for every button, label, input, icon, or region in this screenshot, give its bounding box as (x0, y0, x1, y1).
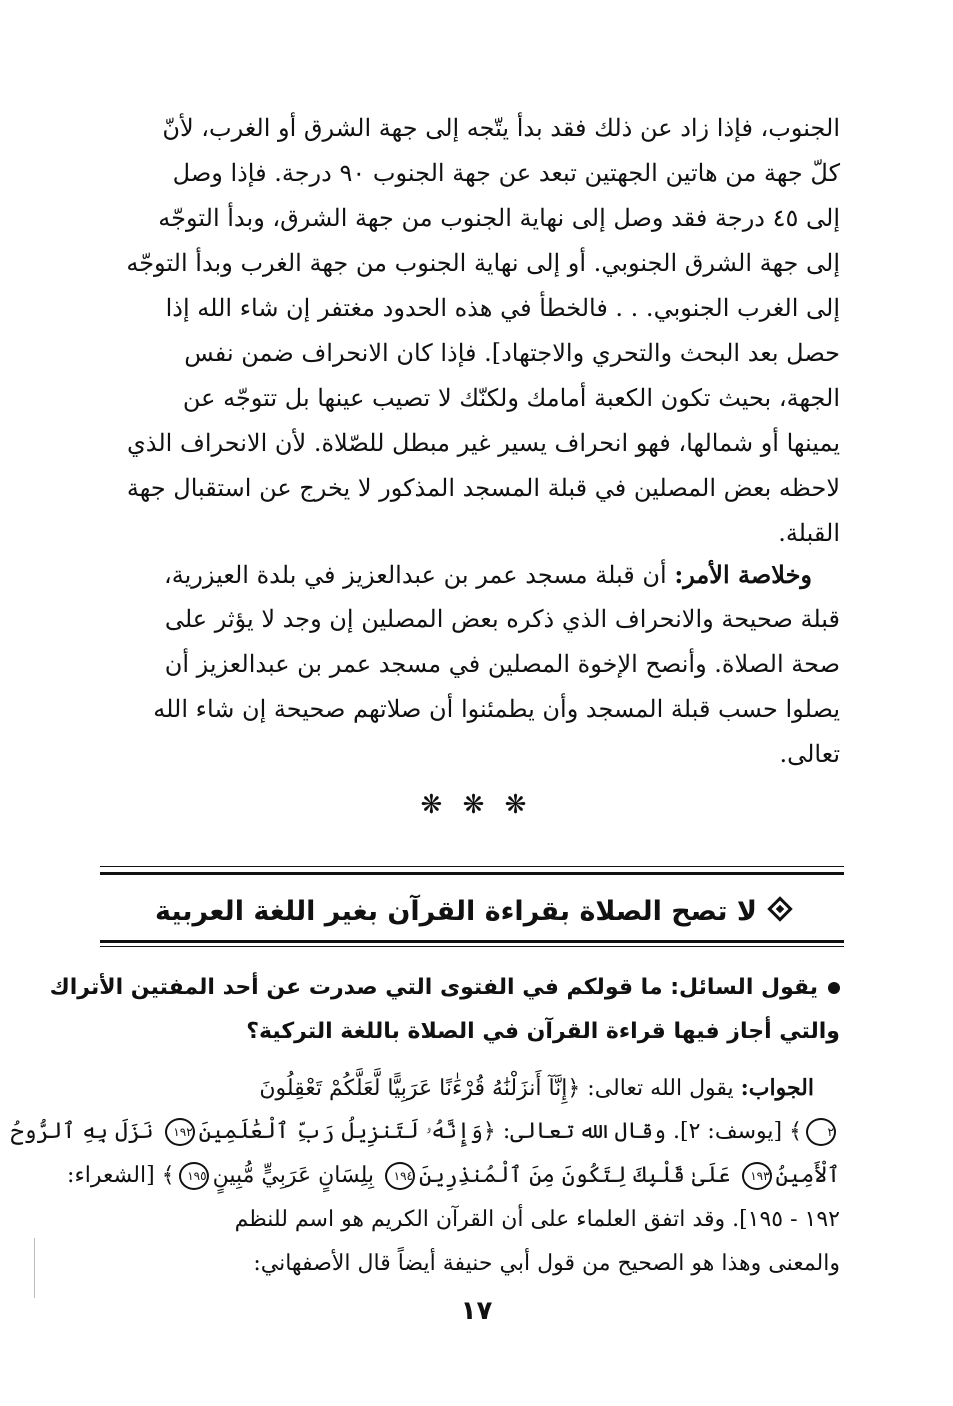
text-line: صحة الصلاة. وأنصح الإخوة المصلين في مسجد عمر بن عبدالعزيز أن (164, 650, 840, 678)
text-line: الجنوب، فإذا زاد عن ذلك فقد بدأ يتّجه إلى جهة الشرق أو الغرب، لأنّ (162, 114, 840, 142)
text-line: حصل بعد البحث والتحري والاجتهاد]. فإذا كان الانحراف ضمن نفس (184, 339, 840, 367)
heading-rule-bottom-thin (100, 946, 844, 947)
quran-verse-yusuf: يقول الله تعالى: ﴿إِنَّآ أَنزَلْنَٰهُ قُرْءَٰنًا عَرَبِيًّا لَّعَلَّكُمْ تَعْقِلُونَ (259, 1076, 741, 1101)
page-number: ١٧ (460, 1296, 493, 1326)
text-line: والتي أجاز فيها قراءة القرآن في الصلاة باللغة التركية؟ (246, 1019, 840, 1044)
answer-paragraph (10, 1066, 840, 1286)
text-line: إلى ٤٥ درجة فقد وصل إلى نهاية الجنوب من جهة الشرق، وبدأ التوجّه (158, 204, 840, 232)
text-line (96, 1066, 840, 1110)
diamond-bullet-icon (767, 896, 792, 921)
heading-rule-bottom-thick (100, 940, 844, 943)
conclusion-first-line: أن قبلة مسجد عمر بن عبدالعزيز في بلدة العيزرية، (164, 561, 675, 589)
ayah-number-marker: ١٩٢ (165, 1118, 195, 1146)
text-line (10, 1110, 840, 1154)
text-line: يمينها أو شمالها، فهو انحراف يسير غير مبطل للصّلاة. لأن الانحراف الذي (126, 429, 840, 457)
paragraph-qibla-direction (96, 106, 840, 556)
ayah-number-marker: ١٩٥ (179, 1162, 209, 1190)
text-line: كلّ جهة من هاتين الجهتين تبعد عن جهة الجنوب ٩٠ درجة. فإذا وصل (172, 159, 840, 187)
question-paragraph (49, 966, 840, 1054)
paragraph-conclusion (96, 552, 840, 777)
text-line: قبلة صحيحة والانحراف الذي ذكره بعض المصلين إن وجد لا يؤثر على (164, 605, 840, 633)
answer-text: نَزَلَ بِهِ ٱلرُّوحُ (10, 1119, 161, 1144)
text-line (49, 966, 840, 1010)
answer-text: ٱلْأَمِينُ (775, 1163, 840, 1188)
text-line: تعالى. (779, 740, 840, 768)
text-line: القبلة. (778, 519, 840, 547)
heading-rule-top-thin (100, 866, 844, 867)
ayah-number-marker: ١٩٤ (385, 1162, 415, 1190)
section-heading-text: لا تصح الصلاة بقراءة القرآن بغير اللغة العربية (154, 896, 757, 927)
text-line: يصلوا حسب قبلة المسجد وأن يطمئنوا أن صلاتهم صحيحة إن شاء الله (153, 695, 840, 723)
section-separator-ornament: ❋ ❋ ❋ (420, 790, 533, 820)
answer-text: بِلِسَانٍ عَرَبِيٍّ مُّبِينٍ (212, 1163, 381, 1188)
ayah-number-marker: ٢ (806, 1118, 836, 1146)
scan-margin-line (34, 1238, 35, 1298)
heading-rule-top-thick (100, 872, 844, 875)
ayah-number-marker: ١٩٣ (742, 1162, 772, 1190)
text-line (96, 552, 840, 597)
text-line: إلى جهة الشرق الجنوبي. أو إلى نهاية الجنوب من جهة الغرب وبدأ التوجّه (126, 249, 840, 277)
question-line: يقول السائل: ما قولكم في الفتوى التي صدرت عن أحد المفتين الأتراك (49, 975, 818, 1000)
answer-text: عَلَىٰ قَلْبِكَ لِتَكُونَ مِنَ ٱلْمُنذِرِينَ (418, 1163, 738, 1188)
text-line: لاحظه بعض المصلين في قبلة المسجد المذكور لا يخرج عن استقبال جهة (126, 474, 840, 502)
answer-lead: الجواب: (740, 1075, 814, 1101)
answer-text: ﴾ [يوسف: ٢]. وقال الله تعالى: ﴿وَإِنَّهُۥ لَتَنزِيلُ رَبِّ ٱلْعَٰلَمِينَ (198, 1119, 802, 1144)
section-heading (100, 886, 844, 938)
conclusion-lead: وخلاصة الأمر: (674, 560, 812, 589)
text-line: ١٩٢ - ١٩٥]. وقد اتفق العلماء على أن القرآن الكريم هو اسم للنظم (234, 1207, 840, 1232)
bullet-icon (828, 982, 840, 994)
text-line: الجهة، بحيث تكون الكعبة أمامك ولكنّك لا تصيب عينها بل تتوجّه عن (182, 384, 840, 412)
answer-text: ﴾ [الشعراء: (67, 1163, 175, 1188)
text-line: والمعنى وهذا هو الصحيح من قول أبي حنيفة أيضاً قال الأصفهاني: (253, 1251, 840, 1276)
text-line (67, 1154, 840, 1198)
text-line: إلى الغرب الجنوبي. . . فالخطأ في هذه الحدود مغتفر إن شاء الله إذا (165, 294, 840, 322)
